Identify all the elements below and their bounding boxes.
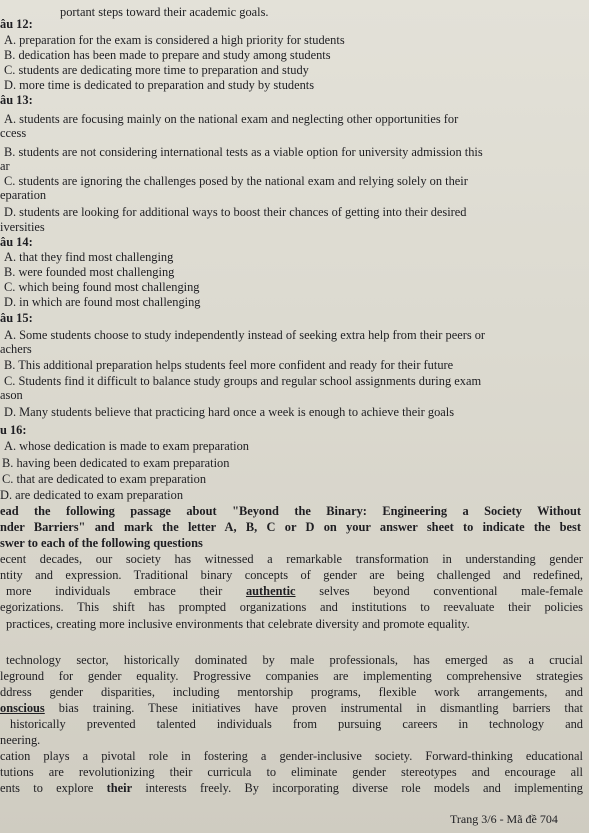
question-15-option-b: B. This additional preparation helps students feel more confident and ready for their future [4, 358, 454, 372]
underlined-word-authentic: authentic [245, 584, 296, 598]
passage-p1-line-2: ntity and expression. Traditional binary concepts of gender are being challenged and redefined, [0, 568, 583, 582]
instructions-line-1: ead the following passage about "Beyond the Binary: Engineering a Society Without [0, 504, 581, 518]
bold-word-their: their [106, 781, 133, 795]
question-12-option-c: C. students are dedicating more time to preparation and study [4, 63, 309, 77]
previous-question-fragment: portant steps toward their academic goals. [60, 5, 269, 19]
passage-p3-line-3-before: ents to explore [0, 781, 94, 795]
question-12-option-d: D. more time is dedicated to preparation and study by students [4, 78, 315, 92]
page-footer: Trang 3/6 - Mã đề 704 [450, 812, 558, 826]
passage-p2-line-3: ddress gender disparities, including mentorship programs, flexible work arrangements, and [0, 685, 583, 699]
passage-p3-line-1: cation plays a pivotal role in fostering a gender-inclusive society. Forward-thinking educational [0, 749, 583, 763]
passage-p1-line-3-after: selves beyond conventional male-female [319, 584, 583, 598]
passage-p2-line-4 [0, 701, 583, 716]
passage-p3-line-2: tutions are revolutionizing their curricula to eliminate gender stereotypes and encourage all [0, 765, 583, 779]
question-12-option-a: A. preparation for the exam is considered a high priority for students [4, 33, 345, 47]
passage-p2-line-5: historically prevented talented individuals from pursuing careers in technology and [10, 717, 583, 731]
question-14-option-a: A. that they find most challenging [4, 250, 174, 264]
question-15-option-d: D. Many students believe that practicing hard once a week is enough to achieve their goals [4, 405, 455, 419]
question-15-option-a-cont: achers [0, 342, 32, 356]
question-13-option-a: A. students are focusing mainly on the national exam and neglecting other opportunities for [4, 112, 459, 126]
question-13-option-c-cont: eparation [0, 188, 47, 202]
question-16-label: u 16: [0, 423, 27, 437]
passage-p1-line-5: practices, creating more inclusive environments that celebrate diversity and promote equality. [6, 617, 470, 631]
question-13-label: âu 13: [0, 93, 33, 107]
question-13-option-a-cont: ccess [0, 126, 27, 140]
instructions-line-3: swer to each of the following questions [0, 536, 203, 550]
instructions-line-2: nder Barriers" and mark the letter A, B, C or D on your answer sheet to indicate the best [0, 520, 581, 534]
passage-p2-line-2: leground for gender equality. Progressive companies are implementing comprehensive strategies [0, 669, 583, 683]
passage-p1-line-4: egorizations. This shift has prompted organizations and institutions to reevaluate their policies [0, 600, 583, 614]
question-16-option-a: A. whose dedication is made to exam preparation [4, 439, 249, 453]
passage-p3-line-3-after: interests freely. By incorporating diverse role models and implementing [145, 781, 583, 795]
question-12-label: âu 12: [0, 17, 33, 31]
passage-p2-line-4-after: bias training. These initiatives have proven instrumental in dismantling barriers that [58, 701, 583, 715]
question-14-option-b: B. were founded most challenging [4, 265, 175, 279]
question-13-option-b: B. students are not considering international tests as a viable option for university admission this [4, 145, 483, 159]
passage-p1-line-3 [6, 584, 583, 599]
question-15-label: âu 15: [0, 311, 33, 325]
passage-p1-line-1: ecent decades, our society has witnessed a remarkable transformation in understanding gender [0, 552, 583, 566]
underlined-word-conscious: onscious [0, 701, 45, 715]
passage-p2-line-6: neering. [0, 733, 41, 747]
question-14-option-d: D. in which are found most challenging [4, 295, 201, 309]
question-13-option-c: C. students are ignoring the challenges posed by the national exam and relying solely on their [4, 174, 468, 188]
question-13-option-b-cont: ar [0, 159, 10, 173]
question-16-option-b: B. having been dedicated to exam preparation [2, 456, 230, 470]
question-14-label: âu 14: [0, 235, 33, 249]
question-15-option-c: C. Students find it difficult to balance study groups and regular school assignments during exam [4, 374, 482, 388]
question-15-option-a: A. Some students choose to study independently instead of seeking extra help from their peers or [4, 328, 486, 342]
passage-p1-line-3-before: more individuals embrace their [6, 584, 223, 598]
question-13-option-d-cont: iversities [0, 220, 45, 234]
passage-p2-line-1: technology sector, historically dominated by male professionals, has emerged as a crucial [6, 653, 583, 667]
question-16-option-d: D. are dedicated to exam preparation [0, 488, 184, 502]
question-15-option-c-cont: ason [0, 388, 23, 402]
question-14-option-c: C. which being found most challenging [4, 280, 200, 294]
question-16-option-c: C. that are dedicated to exam preparation [2, 472, 207, 486]
question-13-option-d: D. students are looking for additional ways to boost their chances of getting into their desired [4, 205, 467, 219]
passage-p3-line-3 [0, 781, 583, 796]
question-12-option-b: B. dedication has been made to prepare and study among students [4, 48, 331, 62]
